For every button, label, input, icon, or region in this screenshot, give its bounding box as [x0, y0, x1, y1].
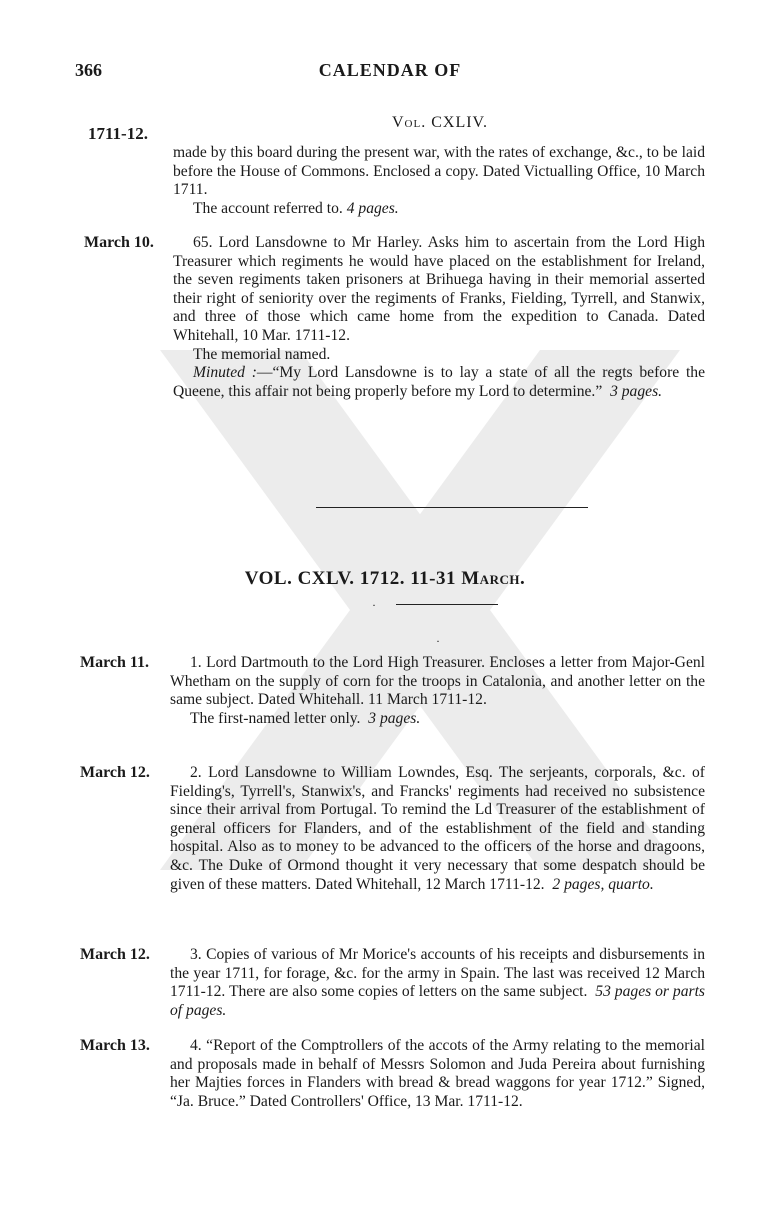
entry-1 [170, 654, 705, 728]
page-number: 366 [75, 60, 102, 80]
decorative-dot: · [436, 634, 440, 648]
section-divider [316, 507, 588, 508]
entry-text: 65. Lord Lansdowne to Mr Harley. Asks him to ascertain from the Lord High Treasurer which regiments he would have placed on the establishment for Ireland, the seven regiments taken prisoners at Brihuega having in their memorial asserted their right of seniority over the regiments of Franks, Fielding, Tyrrell, and Stanwix, and three of those which came home from the expedition to Canada. Dated Whitehall, 10 Mar. 1711-12. [173, 234, 705, 344]
entry-2 [170, 764, 705, 894]
entry-text: 4. “Report of the Comptrollers of the accots of the Army relating to the memorial and proposals made in behalf of Messrs Solomon and Juda Pereira about furnishing her Majties forces in Flanders with bread & bread waggons for year 1712.” Signed, “Ja. Bruce.” Dated Controllers' Office, 13 Mar. 1711-12. [170, 1037, 705, 1110]
entry-65 [173, 234, 705, 401]
entry-4 [170, 1037, 705, 1111]
entry-3 [170, 946, 705, 1020]
entry-text: 2. Lord Lansdowne to William Lowndes, Esq. The serjeants, corporals, &c. of Fielding's, Tyrrell's, Stanwix's, and Francks' regiments had received no subsistence since their arrival from Portugal. To remind the Ld Treasurer of the establishment of general officers for Flanders, and of the establishment of the field and standing hospital. Also as to money to be advanced to the officers of the horse and dragoons, &c. The Duke of Ormond thought it very necessary that some despatch should be given of these matters. Dated Whitehall, 12 March 1711-12. 2 pages, quarto. [170, 764, 705, 893]
page-header [75, 60, 705, 84]
entry-minute: Minuted :—“My Lord Lansdowne is to lay a state of all the regts before the Queene, this affair not being properly before my Lord to determine.” 3 pages. [173, 364, 705, 400]
entry-memorial-note: The memorial named. [193, 345, 331, 363]
year-label: 1711-12. [88, 124, 148, 143]
decorative-dot: · [372, 598, 376, 612]
entry-date: March 10. [84, 234, 154, 251]
volume-heading: VOL. CXLV. 1712. 11-31 March. [244, 568, 526, 589]
entry-note: The first-named letter only. 3 pages. [190, 709, 421, 727]
entry-date: March 13. [80, 1037, 150, 1054]
continuation-text: made by this board during the present war, with the rates of exchange, &c., to be laid before the House of Commons. Enclosed a copy. Dated Victualling Office, 10 March 1711. [173, 144, 705, 199]
heading-underline [396, 604, 498, 605]
volume-label: Vol. CXLIV. [392, 114, 489, 131]
entry-date: March 11. [80, 654, 150, 671]
page-title: CALENDAR OF [318, 60, 462, 80]
entry-date: March 12. [80, 764, 150, 781]
entry-text: 1. Lord Dartmouth to the Lord High Treasurer. Encloses a letter from Major-Genl Whetham on the supply of corn for the troops in Catalonia, and another letter on the same subject. Dated Whitehall. 11 March 1711-12. [170, 654, 705, 709]
entry-date: March 12. [80, 946, 150, 963]
continuation-note: The account referred to. 4 pages. [193, 199, 399, 217]
entry-text: 3. Copies of various of Mr Morice's accounts of his receipts and disbursements in the year 1711, for forage, &c. for the army in Spain. The last was received 12 March 1711-12. There are also some copies of letters on the same subject. 53 pages or parts of pages. [170, 946, 705, 1019]
continuation-entry [173, 144, 705, 218]
